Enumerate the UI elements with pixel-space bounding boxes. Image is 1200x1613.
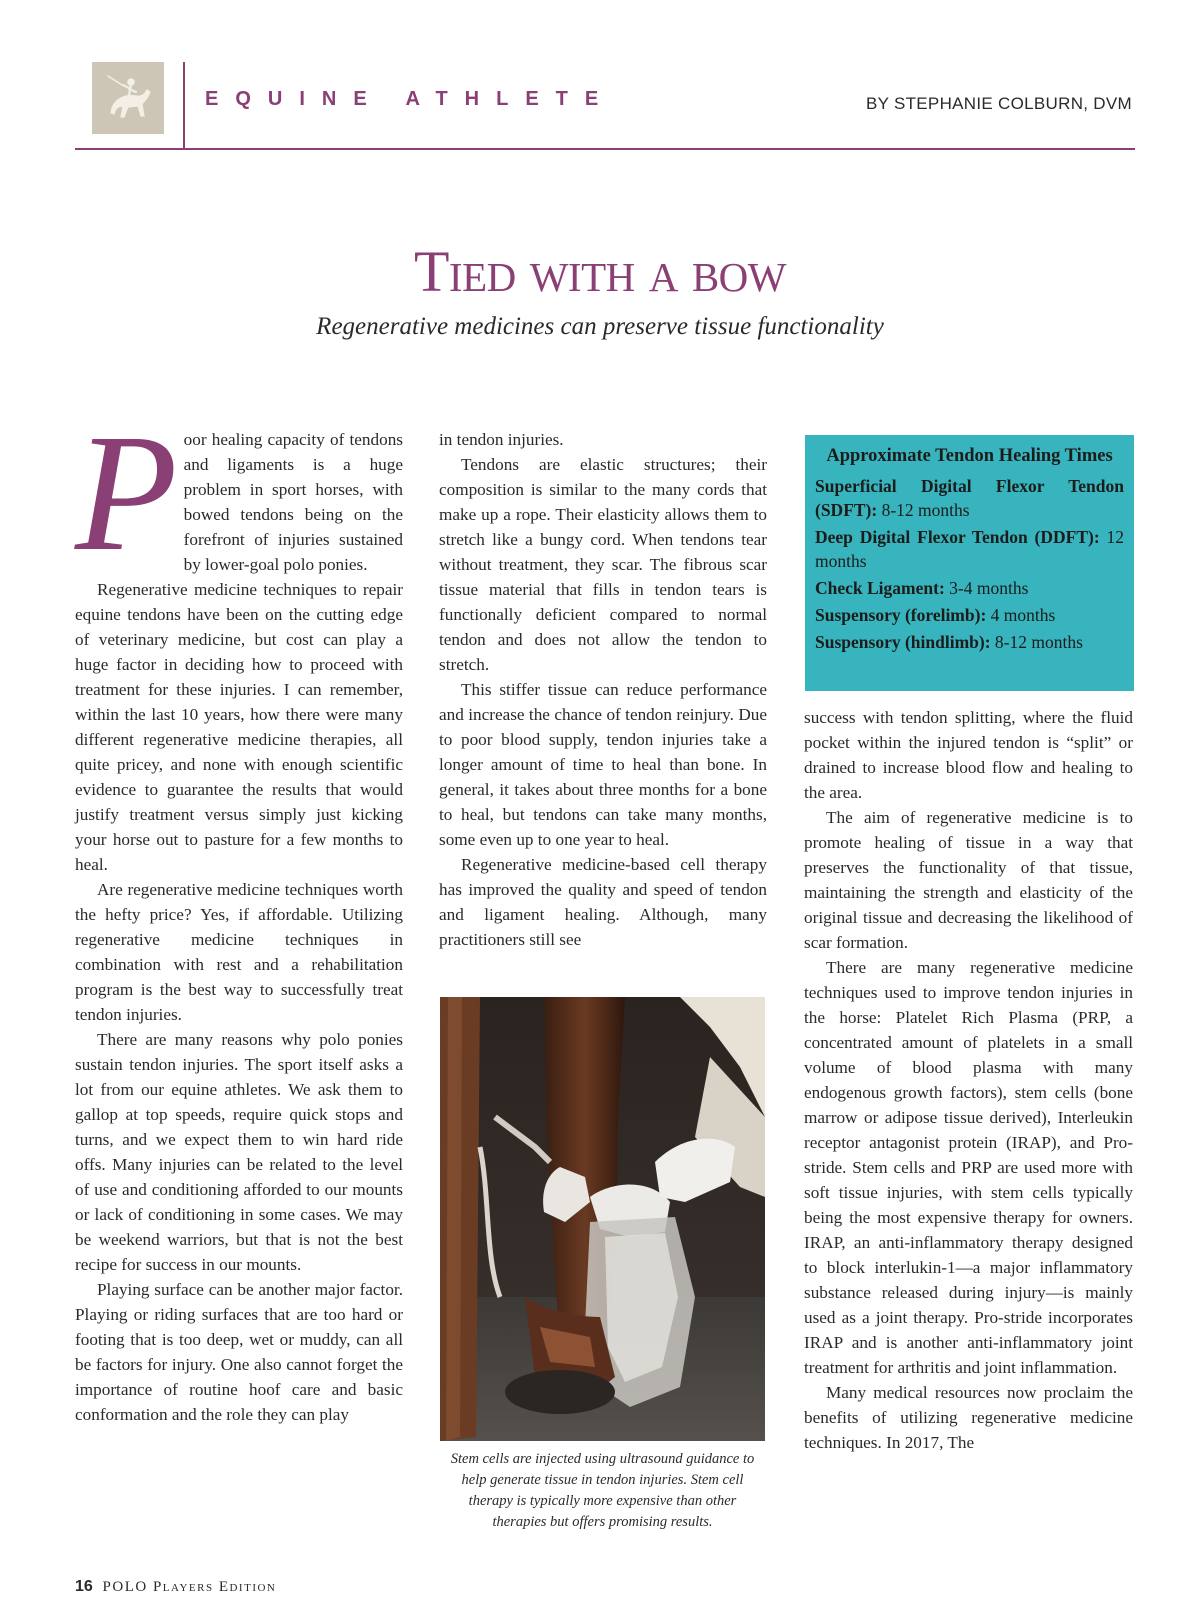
- paragraph: There are many reasons why polo ponies sustain tendon injuries. The sport itself asks a lot from our equine athletes. We ask them to gallop at top speeds, require quick stops and turns, and we expect them to win hard ride offs. Many injuries can be related to the level of use and conditioning afforded to our mounts or lack of conditioning in some cases. We may be weekend warriors, but that is not the best recipe for success in our mounts.: [75, 1030, 403, 1274]
- paragraph: There are many regenerative medicine techniques used to improve tendon injuries in the horse: Platelet Rich Plasma (PRP, a concentrated amount of platelets in a small volume of blood plasma with many endogenous growth factors), stem cells (bone marrow or adipose tissue derived), Interleukin receptor antagonist protein (IRAP), and Pro-stride. Stem cells and PRP are used more with soft tissue injuries, with stem cells typically being the most expensive therapy for owners. IRAP, an anti-inflammatory therapy designed to block interlukin-1—a major inflammatory substance released during injury—is mainly used as a joint therapy. Pro-stride incorporates IRAP and is another anti-inflammatory joint treatment for arthritis and joint inflammation.: [804, 958, 1133, 1377]
- sidebar-item: Suspensory (hindlimb): 8-12 months: [815, 632, 1083, 652]
- header-divider: [183, 62, 185, 148]
- article-column-right: [804, 705, 1133, 1455]
- sidebar-item: Superficial Digital Flexor Tendon (SDFT): 8-12 months: [815, 476, 1124, 520]
- paragraph: Regenerative medicine-based cell therapy has improved the quality and speed of tendon and ligament healing. Although, many practitioners still see: [439, 855, 767, 949]
- sidebar-item: Deep Digital Flexor Tendon (DDFT): 12 months: [815, 527, 1124, 571]
- paragraph: in tendon injuries.: [439, 430, 564, 449]
- sidebar-item: Suspensory (forelimb): 4 months: [815, 605, 1056, 625]
- polo-player-icon: [98, 68, 158, 128]
- paragraph: Are regenerative medicine techniques worth the hefty price? Yes, if affordable. Utilizing regenerative medicine techniques in combination with rest and a rehabilitation program is the best way to successfully treat tendon injuries.: [75, 880, 403, 1024]
- article-subtitle: Regenerative medicines can preserve tissue functionality: [316, 313, 884, 340]
- paragraph: This stiffer tissue can reduce performance and increase the chance of tendon reinjury. Due to poor blood supply, tendon injuries take a longer amount of time to heal than bone. In general, it takes about three months for a bone to heal, but tendons can take many months, some even up to one year to heal.: [439, 680, 767, 849]
- article-title: Tied with a bow: [413, 239, 786, 304]
- page-header: [0, 0, 1200, 152]
- byline: BY STEPHANIE COLBURN, DVM: [865, 94, 1132, 113]
- paragraph: Playing surface can be another major factor. Playing or riding surfaces that are too hard or footing that is too deep, wet or muddy, can all be factors for injury. One also cannot forget the importance of routine hoof care and basic conformation and the role they can play: [75, 1280, 403, 1424]
- paragraph: success with tendon splitting, where the fluid pocket within the injured tendon is “split” or drained to increase blood flow and healing to the area.: [804, 708, 1133, 802]
- sidebar-item: Check Ligament: 3-4 months: [815, 578, 1029, 598]
- healing-times-sidebar: [805, 435, 1134, 691]
- page-number: 16: [75, 1578, 93, 1595]
- page-footer: [75, 1578, 276, 1596]
- paragraph: Tendons are elastic structures; their composition is similar to the many cords that make up a rope. Their elasticity allows them to stretch like a bungy cord. When tendons tear without treatment, they scar. The fibrous scar tissue material that fills in tendon tears is functionally deficient compared to normal tendon and does not allow the tendon to stretch.: [439, 455, 767, 674]
- paragraph: Regenerative medicine techniques to repair equine tendons have been on the cutting edge of veterinary medicine, but cost can play a huge factor in deciding how to proceed with treatment for these injuries. I can remember, within the last 10 years, how there were many different regenerative medicine therapies, all quite pricey, and none with enough scientific evidence to guarantee the results that would justify treatment versus simply just kicking your horse out to pasture for a few months to heal.: [75, 580, 403, 874]
- paragraph: The aim of regenerative medicine is to promote healing of tissue in a way that preserves the functionality of that tissue, maintaining the strength and elasticity of the original tissue and decreasing the likelihood of scar formation.: [804, 808, 1133, 952]
- sidebar-title: Approximate Tendon Healing Times: [826, 446, 1113, 466]
- photo-caption: Stem cells are injected using ultrasound guidance to help generate tissue in tendon injuries. Stem cell therapy is typically more expensive than other therapies but offers promising results.: [450, 1451, 755, 1530]
- article-column-middle: [439, 427, 767, 952]
- section-name: EQUINE ATHLETE: [205, 88, 616, 110]
- publication-name: POLO Players Edition: [102, 1579, 277, 1595]
- header-rule: [75, 148, 1135, 150]
- section-logo: [92, 62, 164, 134]
- paragraph: Many medical resources now proclaim the benefits of utilizing regenerative medicine techniques. In 2017, The: [804, 1383, 1133, 1452]
- article-column-left: [75, 400, 403, 1427]
- paragraph: Poor healing capacity of tendons and ligaments is a huge problem in sport horses, with bowed tendons being on the forefront of injuries sustained by lower-goal polo ponies.: [75, 400, 403, 586]
- veterinary-procedure-photo: [440, 997, 765, 1441]
- article-photo: [440, 997, 765, 1441]
- drop-cap: P: [75, 400, 178, 586]
